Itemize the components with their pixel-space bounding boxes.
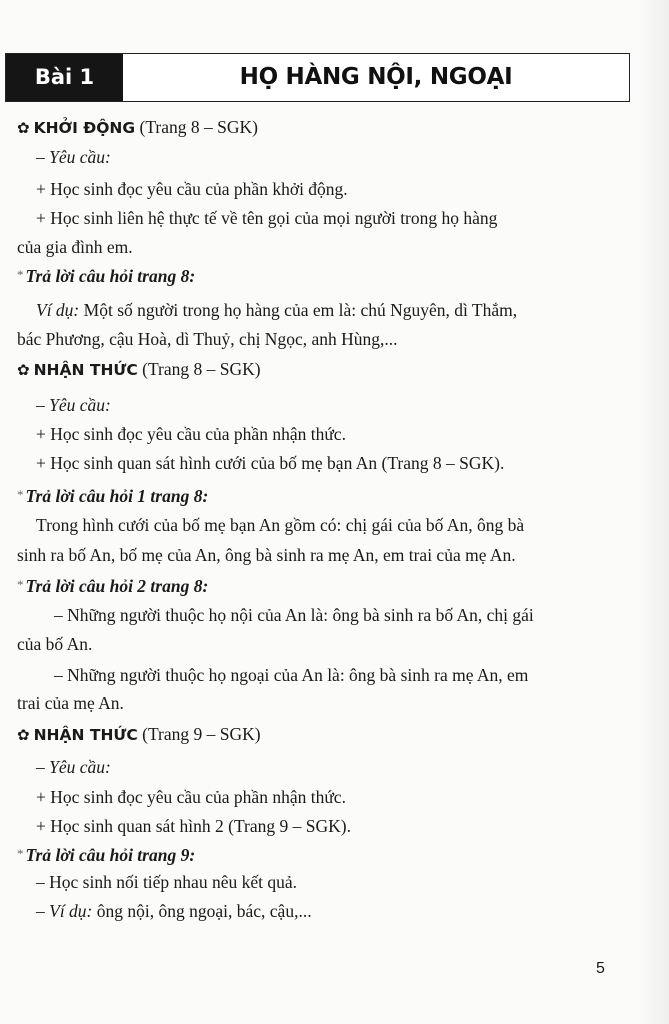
text-line xyxy=(36,299,517,321)
star-icon: * xyxy=(17,577,24,592)
text-line: Trong hình cưới của bố mẹ bạn An gồm có: chị gái của bố An, ông bà xyxy=(36,515,525,535)
section-ref: (Trang 9 – SGK) xyxy=(137,724,261,744)
text-line: – Yêu cầu: xyxy=(36,147,111,167)
text-line xyxy=(36,900,312,922)
flower-icon: ✿ xyxy=(17,119,30,137)
section-ref: (Trang 8 – SGK) xyxy=(135,117,258,137)
text-line: – Học sinh nối tiếp nhau nêu kết quả. xyxy=(36,872,297,892)
text-line: – Những người thuộc họ nội của An là: ông bà sinh ra bố An, chị gái xyxy=(54,605,534,625)
text-line: trai của mẹ An. xyxy=(17,693,124,713)
text-line: của bố An. xyxy=(17,634,93,654)
text: Một số người trong họ hàng của em là: chú Nguyên, dì Thắm, xyxy=(79,300,518,320)
star-icon: * xyxy=(17,267,24,282)
text-line: + Học sinh quan sát hình cưới của bố mẹ bạn An (Trang 8 – SGK). xyxy=(36,453,505,473)
section-title: NHẬN THỨC xyxy=(33,361,138,379)
text: ông nội, ông ngoại, bác, cậu,... xyxy=(92,901,312,921)
star-icon: * xyxy=(17,846,24,861)
lesson-number: Bài 1 xyxy=(6,54,123,101)
answer-title: Trả lời câu hỏi 1 trang 8: xyxy=(25,486,209,506)
text-line: + Học sinh đọc yêu cầu của phần nhận thức. xyxy=(36,787,346,807)
answer-heading xyxy=(17,843,195,866)
answer-heading xyxy=(17,574,208,597)
section-ref: (Trang 8 – SGK) xyxy=(137,359,261,379)
text-line: sinh ra bố An, bố mẹ của An, ông bà sinh ra mẹ An, em trai của mẹ An. xyxy=(17,545,516,565)
answer-title: Trả lời câu hỏi trang 8: xyxy=(25,266,196,286)
section-heading xyxy=(17,723,261,746)
answer-heading xyxy=(17,264,195,287)
text-line: + Học sinh đọc yêu cầu của phần khởi động. xyxy=(36,179,348,199)
star-icon: * xyxy=(17,487,24,502)
lesson-header xyxy=(5,53,630,102)
lesson-title: HỌ HÀNG NỘI, NGOẠI xyxy=(239,64,513,90)
section-heading xyxy=(17,358,261,381)
flower-icon: ✿ xyxy=(17,361,30,379)
flower-icon: ✿ xyxy=(17,726,30,744)
dash: – xyxy=(36,901,50,921)
answer-title: Trả lời câu hỏi 2 trang 8: xyxy=(25,576,209,596)
page-edge-shadow xyxy=(639,0,669,1024)
text-line: + Học sinh đọc yêu cầu của phần nhận thức. xyxy=(36,424,346,444)
answer-heading xyxy=(17,484,208,507)
section-title: KHỞI ĐỘNG xyxy=(33,119,136,137)
example-label: Ví dụ: xyxy=(36,300,80,320)
text-line: – Yêu cầu: xyxy=(36,757,111,777)
answer-title: Trả lời câu hỏi trang 9: xyxy=(25,845,196,865)
text-line: + Học sinh quan sát hình 2 (Trang 9 – SGK). xyxy=(36,816,351,836)
text-line: – Yêu cầu: xyxy=(36,395,111,415)
text-line: bác Phương, cậu Hoà, dì Thuỷ, chị Ngọc, anh Hùng,... xyxy=(17,329,398,349)
page-number: 5 xyxy=(596,960,605,977)
section-title: NHẬN THỨC xyxy=(33,726,138,744)
text-line: của gia đình em. xyxy=(17,237,133,257)
text-line: + Học sinh liên hệ thực tế về tên gọi của mọi người trong họ hàng xyxy=(36,208,498,228)
section-heading xyxy=(17,116,258,139)
text-line: – Những người thuộc họ ngoại của An là: ông bà sinh ra mẹ An, em xyxy=(54,665,529,685)
example-label: Ví dụ: xyxy=(49,901,93,921)
